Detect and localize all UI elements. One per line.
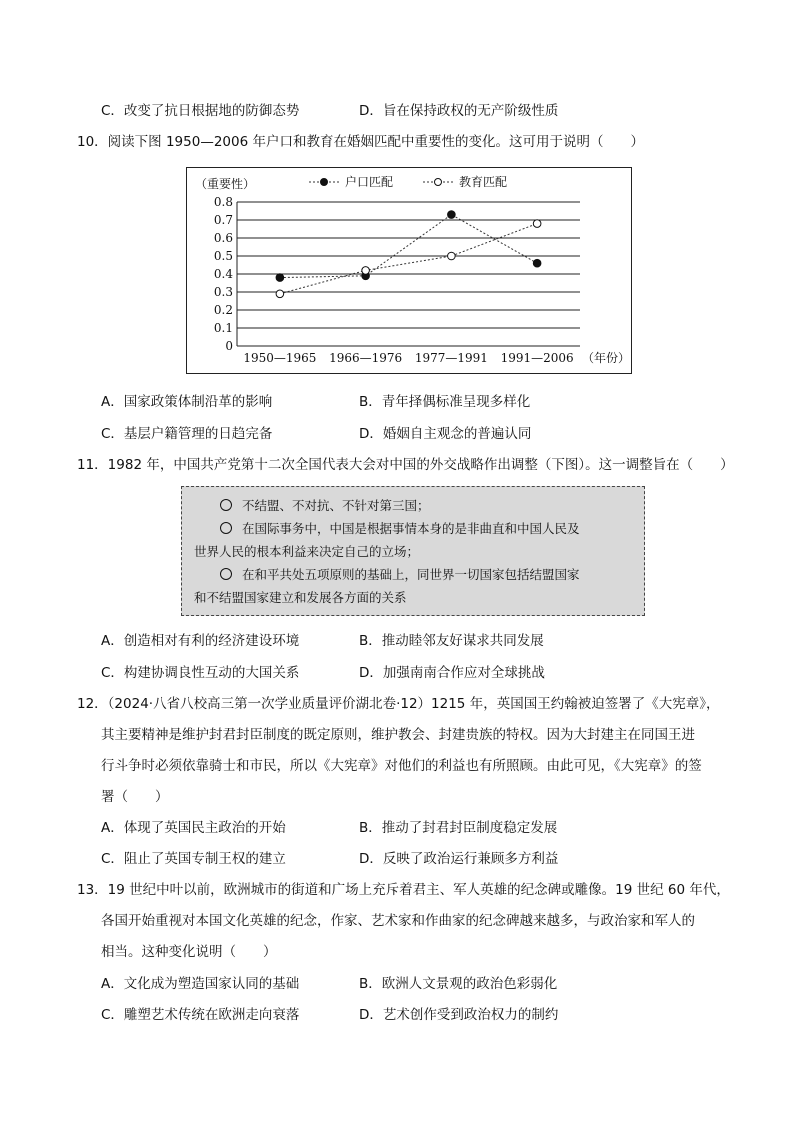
y-tick-label: 0 <box>225 339 233 353</box>
q12-stem-line-1: 12．（2024·八省八校高三第一次学业质量评价湖北卷·12）1215 年，英国国王约翰被迫签署了《大宪章》， <box>77 696 720 712</box>
q10-option-c: C．基层户籍管理的日趋完备 <box>101 426 273 442</box>
q13-option-b: B．欧洲人文景观的政治色彩弱化 <box>359 976 558 992</box>
legend-marker <box>321 179 328 186</box>
series-2-point <box>276 290 284 298</box>
q13-option-d: D．艺术创作受到政治权力的制约 <box>359 1007 559 1023</box>
series-2-point <box>533 220 541 228</box>
x-tick-label: 1950—1965 <box>243 351 317 365</box>
series-2-point <box>448 252 456 260</box>
q12-option-d: D．反映了政治运行兼顾多方利益 <box>359 851 559 867</box>
y-tick-label: 0.4 <box>213 267 233 281</box>
q11-box-line-2: 在国际事务中，中国是根据事情本身的是非曲直和中国人民及 <box>220 519 580 539</box>
legend-label: 户口匹配 <box>345 175 394 189</box>
q11-option-d: D．加强南南合作应对全球挑战 <box>359 665 545 681</box>
bullet-circle-icon <box>220 568 232 580</box>
y-tick-label: 0.8 <box>213 195 233 209</box>
q11-box-line-4: 在和平共处五项原则的基础上，同世界一切国家包括结盟国家 <box>220 565 580 585</box>
x-axis-label: （年份） <box>582 351 631 365</box>
q12-stem-line-2: 其主要精神是维护封君封臣制度的既定原则，维护教会、封建贵族的特权。因为大封建主在同国王进 <box>101 727 695 743</box>
q10-option-d: D．婚姻自主观念的普遍认同 <box>359 426 532 442</box>
y-tick-label: 0.5 <box>213 249 233 263</box>
q12-stem-line-3: 行斗争时必须依靠骑士和市民，所以《大宪章》对他们的利益也有所照顾。由此可见，《大宪章》的签 <box>101 758 702 774</box>
x-tick-label: 1977—1991 <box>414 351 488 365</box>
q11-option-c: C．构建协调良性互动的大国关系 <box>101 665 300 681</box>
q9-option-c: C．改变了抗日根据地的防御态势 <box>101 103 300 119</box>
q12-stem-line-4: 署（ ） <box>101 789 169 805</box>
q13-option-c: C．雕塑艺术传统在欧洲走向衰落 <box>101 1007 300 1023</box>
y-tick-label: 0.6 <box>213 231 233 245</box>
q11-option-b: B．推动睦邻友好谋求共同发展 <box>359 633 544 649</box>
q9-option-d: D．旨在保持政权的无产阶级性质 <box>359 103 559 119</box>
q10-option-b: B．青年择偶标准呈现多样化 <box>359 394 531 410</box>
bullet-circle-icon <box>220 499 232 511</box>
y-tick-label: 0.1 <box>213 321 233 335</box>
q12-option-b: B．推动了封君封臣制度稳定发展 <box>359 820 558 836</box>
y-axis-label: （重要性） <box>195 177 256 191</box>
q13-stem-line-1: 13．19 世纪中叶以前，欧洲城市的街道和广场上充斥着君主、军人英雄的纪念碑或雕像。19 世纪 60 年代， <box>77 882 730 898</box>
q12-option-c: C．阻止了英国专制王权的建立 <box>101 851 286 867</box>
q10-option-a: A．国家政策体制沿革的影响 <box>101 394 273 410</box>
q13-stem-line-3: 相当。这种变化说明（ ） <box>101 944 277 960</box>
q13-option-a: A．文化成为塑造国家认同的基础 <box>101 976 300 992</box>
series-1-point <box>533 259 541 267</box>
bullet-circle-icon <box>220 522 232 534</box>
y-tick-label: 0.3 <box>213 285 233 299</box>
legend-label: 教育匹配 <box>459 175 508 189</box>
q11-box-line-1: 不结盟、不对抗、不针对第三国； <box>220 496 430 516</box>
series-1-point <box>448 211 456 219</box>
q11-stem: 11．1982 年，中国共产党第十二次全国代表大会对中国的外交战略作出调整（下图）。这一调整旨在（ ） <box>77 457 734 473</box>
q11-box-line-5: 和不结盟国家建立和发展各方面的关系 <box>194 590 407 605</box>
q11-policy-box <box>181 486 645 616</box>
q10-chart-frame <box>186 167 632 374</box>
x-tick-label: 1991—2006 <box>500 351 574 365</box>
q10-stem: 10．阅读下图 1950—2006 年户口和教育在婚姻匹配中重要性的变化。这可用于说明（ ） <box>77 134 644 150</box>
y-tick-label: 0.2 <box>213 303 233 317</box>
x-tick-label: 1966—1976 <box>329 351 403 365</box>
series-line-2 <box>280 224 537 294</box>
legend-marker <box>435 179 442 186</box>
q12-option-a: A．体现了英国民主政治的开始 <box>101 820 286 836</box>
series-1-point <box>276 274 284 282</box>
q11-option-a: A．创造相对有利的经济建设环境 <box>101 633 300 649</box>
series-line-1 <box>280 215 537 278</box>
y-tick-label: 0.7 <box>213 213 233 227</box>
q10-line-chart <box>187 168 631 373</box>
q13-stem-line-2: 各国开始重视对本国文化英雄的纪念，作家、艺术家和作曲家的纪念碑越来越多，与政治家和军人的 <box>101 913 695 929</box>
q11-box-line-3: 世界人民的根本利益来决定自己的立场； <box>194 544 420 559</box>
series-2-point <box>362 267 370 275</box>
